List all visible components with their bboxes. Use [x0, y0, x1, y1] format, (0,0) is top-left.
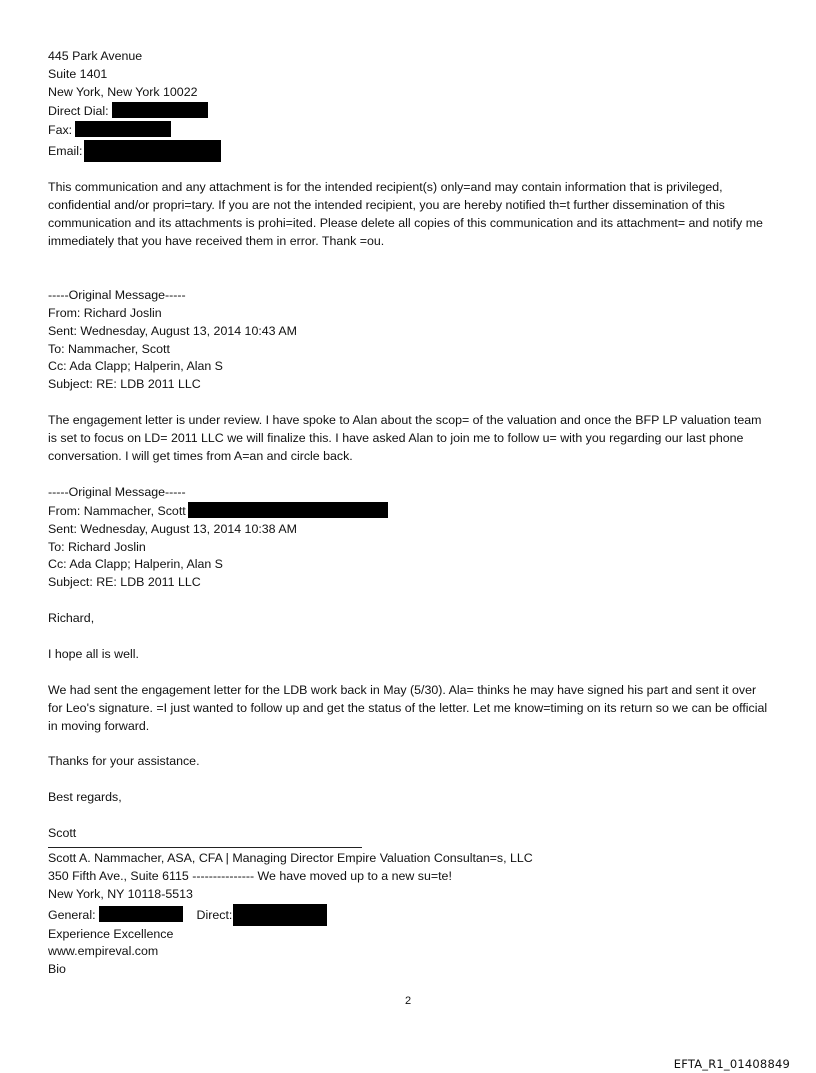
- original-message-separator: -----Original Message-----: [48, 287, 186, 302]
- page-number: 2: [404, 995, 412, 1007]
- address-line-3: New York, New York 10022: [48, 84, 198, 99]
- message-greeting: Richard,: [48, 611, 95, 626]
- direct-dial-row: [48, 102, 768, 121]
- fax-label: Fax:: [48, 122, 73, 137]
- document-id-stamp: EFTA_R1_01408849: [673, 1057, 790, 1071]
- message-from-row: [48, 502, 768, 521]
- redaction-box: [99, 906, 183, 922]
- direct-dial-label: Direct Dial:: [48, 103, 109, 118]
- message-to: To: Nammacher, Scott: [48, 341, 170, 356]
- general-phone-label: General:: [48, 907, 96, 922]
- signature-website: www.empireval.com: [48, 944, 159, 959]
- message-from: From: Richard Joslin: [48, 305, 162, 320]
- redaction-box: [112, 102, 208, 118]
- message-closing: Best regards,: [48, 790, 122, 805]
- signature-address: 350 Fifth Ave., Suite 6115 --------------- We have moved up to a new su=te!: [48, 868, 452, 883]
- message-pleasantry: I hope all is well.: [48, 646, 139, 661]
- email-row: [48, 140, 768, 162]
- redaction-box: [75, 121, 171, 137]
- message-sent: Sent: Wednesday, August 13, 2014 10:38 AM: [48, 521, 297, 536]
- message-cc: Cc: Ada Clapp; Halperin, Alan S: [48, 359, 223, 374]
- redaction-box: [188, 502, 388, 518]
- message-subject: Subject: RE: LDB 2011 LLC: [48, 575, 201, 590]
- message-to: To: Richard Joslin: [48, 539, 146, 554]
- message-sent: Sent: Wednesday, August 13, 2014 10:43 AM: [48, 323, 297, 338]
- signature-city: New York, NY 10118-5513: [48, 886, 193, 901]
- signature-bio: Bio: [48, 962, 66, 977]
- message-from: From: Nammacher, Scott: [48, 503, 186, 518]
- email-document: [48, 48, 768, 979]
- email-label: Email:: [48, 143, 83, 158]
- redaction-box: [233, 904, 327, 926]
- message-subject: Subject: RE: LDB 2011 LLC: [48, 377, 201, 392]
- signature-divider: [48, 847, 362, 848]
- address-line-2: Suite 1401: [48, 66, 108, 81]
- message-body: The engagement letter is under review. I have spoke to Alan about the scop= of the valuation and once the BFP LP valuation team is set to focus on LD= 2011 LLC we will finalize this. I have asked Alan to join me to follow u= with you regarding our last phone conversation. I will get times from A=an and circle back.: [48, 413, 762, 463]
- original-message-separator: -----Original Message-----: [48, 484, 186, 499]
- direct-phone-label: Direct:: [196, 907, 233, 922]
- signature-title: Scott A. Nammacher, ASA, CFA | Managing Director Empire Valuation Consultan=s, LLC: [48, 850, 533, 865]
- signature-phone-row: [48, 904, 768, 926]
- message-cc: Cc: Ada Clapp; Halperin, Alan S: [48, 557, 223, 572]
- confidentiality-disclaimer: This communication and any attachment is for the intended recipient(s) only=and may contain information that is privileged, confidential and/or propri=tary. If you are not the intended recipient, you are hereby notified th=t further dissemination of this communication and its attachments is prohi=ited. Please delete all copies of this communication and its attachment= and notify me immediately that you have received them in error. Thank =ou.: [48, 180, 763, 249]
- address-line-1: 445 Park Avenue: [48, 49, 143, 63]
- redaction-box: [84, 140, 221, 162]
- message-body: We had sent the engagement letter for the LDB work back in May (5/30). Ala= thinks he may have signed his part and sent it over for Leo's signature. =I just wanted to follow up and get the status of the letter. Let me know=timing on its return so we can be official in moving forward.: [48, 682, 768, 733]
- fax-row: [48, 121, 768, 140]
- signature-tagline: Experience Excellence: [48, 926, 174, 941]
- message-signoff-name: Scott: [48, 825, 77, 840]
- message-thanks: Thanks for your assistance.: [48, 754, 200, 769]
